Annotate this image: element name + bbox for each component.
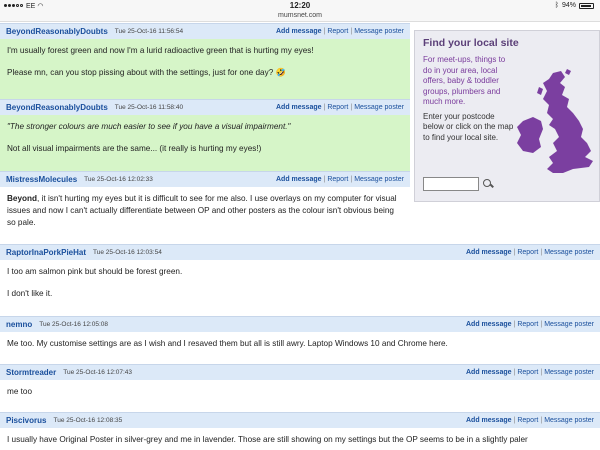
message-poster-link[interactable]: Message poster xyxy=(544,417,594,424)
post-text: me too xyxy=(7,387,33,396)
post-actions xyxy=(466,417,594,424)
post-text: Not all visual impairments are the same... (it really is hurting my eyes!) xyxy=(7,144,262,153)
separator: | xyxy=(323,28,326,35)
post-body xyxy=(0,428,600,450)
separator: | xyxy=(513,417,516,424)
post-author[interactable]: nemno xyxy=(6,320,33,329)
post-actions xyxy=(466,369,594,376)
battery-percent: 94% xyxy=(561,2,576,9)
post-author[interactable]: Piscivorus xyxy=(6,416,47,425)
post-text xyxy=(7,193,403,229)
post-author[interactable]: BeyondReasonablyDoubts xyxy=(6,103,108,112)
post-date: Tue 25-Oct-16 12:08:35 xyxy=(53,417,123,424)
report-link[interactable]: Report xyxy=(327,28,349,35)
post xyxy=(0,244,600,314)
post xyxy=(0,412,600,450)
clock: 12:20 xyxy=(289,1,311,10)
separator: | xyxy=(540,369,543,376)
post-quote: "The stronger colours are much easier to see if you have a visual impairment." xyxy=(7,122,291,131)
separator: | xyxy=(540,417,543,424)
separator: | xyxy=(513,249,516,256)
mention: Beyond xyxy=(7,194,38,203)
add-message-link[interactable]: Add message xyxy=(275,28,322,35)
battery-fill xyxy=(581,5,591,7)
post-actions xyxy=(466,249,594,256)
battery-area xyxy=(555,2,594,9)
post-author[interactable]: RaptorInaPorkPieHat xyxy=(6,248,87,257)
status-bar xyxy=(0,0,600,12)
separator: | xyxy=(323,104,326,111)
post-body xyxy=(0,380,600,410)
post-body xyxy=(0,115,410,171)
separator: | xyxy=(540,249,543,256)
separator: | xyxy=(323,176,326,183)
panel-title: Find your local site xyxy=(423,37,519,49)
separator: | xyxy=(540,321,543,328)
post-text-rest: , it isn't hurting my eyes but it is difficult to see for me also. I use overlays on my computer for visual issues and now I can't actually differentiate between OP and other posters as the colour isn't obvious being so pale. xyxy=(7,194,397,227)
post-author[interactable]: BeyondReasonablyDoubts xyxy=(6,27,108,36)
separator: | xyxy=(350,176,353,183)
message-poster-link[interactable]: Message poster xyxy=(544,249,594,256)
post-header xyxy=(0,412,600,428)
local-site-panel xyxy=(414,30,600,202)
wifi-icon: ◠ xyxy=(37,3,44,10)
post-text: I too am salmon pink but should be forest green. xyxy=(7,267,183,276)
post-date: Tue 25-Oct-16 12:07:43 xyxy=(63,369,133,376)
message-poster-link[interactable]: Message poster xyxy=(544,321,594,328)
post-author[interactable]: MistressMolecules xyxy=(6,175,78,184)
post xyxy=(0,316,600,360)
message-poster-link[interactable]: Message poster xyxy=(354,104,404,111)
post-header xyxy=(0,171,410,187)
message-poster-link[interactable]: Message poster xyxy=(354,176,404,183)
battery-icon xyxy=(579,3,594,9)
post-text: I'm usually forest green and now I'm a lurid radioactive green that is hurting my eyes! xyxy=(7,46,314,55)
post-actions xyxy=(276,104,404,111)
panel-intro[interactable]: For meet-ups, things to do in your area, local offers, baby & toddler groups, plumbers and much more. xyxy=(423,55,506,106)
bluetooth-icon: ᛒ xyxy=(554,2,559,9)
post xyxy=(0,99,410,171)
post-date: Tue 25-Oct-16 12:05:08 xyxy=(39,321,109,328)
postcode-search xyxy=(423,177,494,191)
post-body xyxy=(0,187,410,243)
uk-map[interactable] xyxy=(513,69,599,179)
add-message-link[interactable]: Add message xyxy=(465,417,512,424)
report-link[interactable]: Report xyxy=(517,249,539,256)
post xyxy=(0,171,410,243)
post-author[interactable]: Stormtreader xyxy=(6,368,57,377)
separator: | xyxy=(513,321,516,328)
separator: | xyxy=(350,104,353,111)
post-actions xyxy=(276,28,404,35)
post-body xyxy=(0,39,410,101)
post-actions xyxy=(276,176,404,183)
message-poster-link[interactable]: Message poster xyxy=(354,28,404,35)
post-date: Tue 25-Oct-16 12:03:54 xyxy=(93,249,162,256)
post-header xyxy=(0,364,600,380)
post xyxy=(0,364,600,410)
post-date: Tue 25-Oct-16 12:02:33 xyxy=(84,176,153,183)
add-message-link[interactable]: Add message xyxy=(465,369,512,376)
separator: | xyxy=(513,369,516,376)
post-header xyxy=(0,244,600,260)
add-message-link[interactable]: Add message xyxy=(275,104,322,111)
great-britain-shape[interactable] xyxy=(543,71,593,173)
report-link[interactable]: Report xyxy=(327,104,349,111)
post-header xyxy=(0,99,410,115)
separator: | xyxy=(350,28,353,35)
post-text: Me too. My customise settings are as I wish and I resaved them but all is still awry. Laptop Windows 10 and Chrome here. xyxy=(7,339,448,348)
report-link[interactable]: Report xyxy=(327,176,349,183)
add-message-link[interactable]: Add message xyxy=(465,249,512,256)
postcode-input[interactable] xyxy=(423,177,479,191)
post-body xyxy=(0,260,600,314)
post-text: I usually have Original Poster in silver-grey and me in lavender. Those are still showing on my settings but the OP seems to be in a slightly paler xyxy=(7,435,528,444)
panel-instructions: Enter your postcode below or click on the map to find your local site. xyxy=(423,111,514,142)
post-date: Tue 25-Oct-16 11:56:54 xyxy=(114,28,184,35)
carrier-name: EE xyxy=(26,2,36,10)
add-message-link[interactable]: Add message xyxy=(275,176,322,183)
ireland-shape[interactable] xyxy=(517,117,543,153)
report-link[interactable]: Report xyxy=(517,321,539,328)
add-message-link[interactable]: Add message xyxy=(465,321,512,328)
post-text: Please mn, can you stop pissing about with the settings, just for one day? 🤣 xyxy=(7,68,286,77)
post-header xyxy=(0,316,600,332)
message-poster-link[interactable]: Message poster xyxy=(544,369,594,376)
address-bar[interactable]: mumsnet.com xyxy=(0,12,600,22)
post xyxy=(0,23,410,101)
post-header xyxy=(0,23,410,39)
post-date: Tue 25-Oct-16 11:58:40 xyxy=(114,104,184,111)
search-icon[interactable] xyxy=(482,178,494,190)
post-actions xyxy=(466,321,594,328)
report-link[interactable]: Report xyxy=(517,369,539,376)
report-link[interactable]: Report xyxy=(517,417,539,424)
post-text: I don't like it. xyxy=(7,289,53,298)
post-body xyxy=(0,332,600,360)
